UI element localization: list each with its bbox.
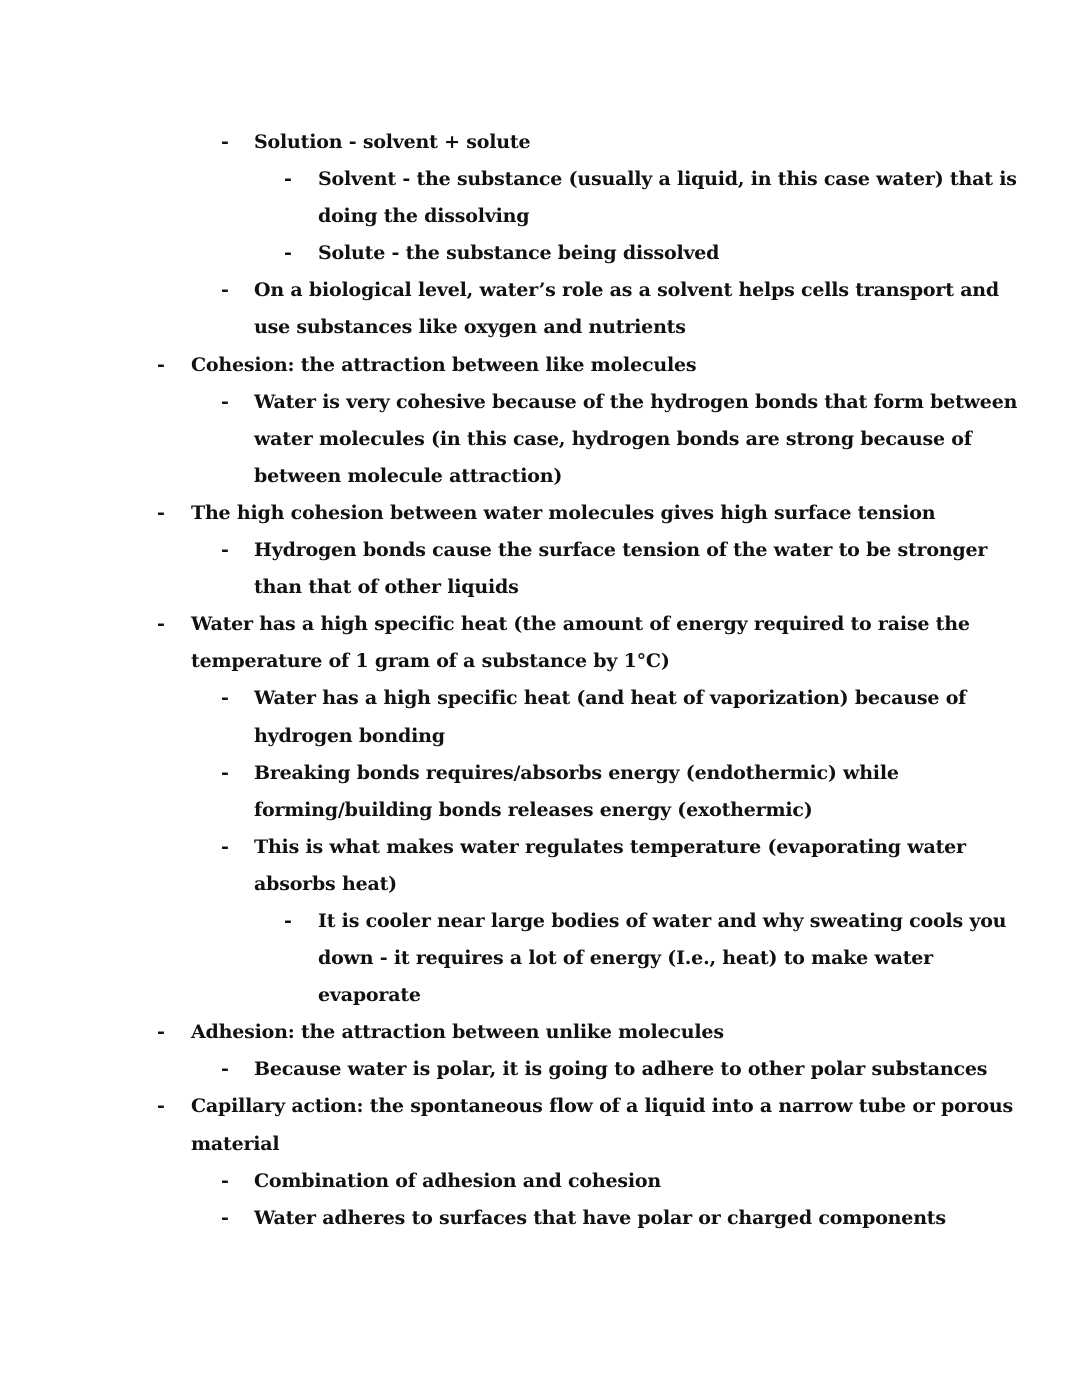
bullet-line xyxy=(0,532,1080,569)
bullet-text: absorbs heat) xyxy=(254,872,397,895)
bullet-line xyxy=(0,569,1080,606)
bullet-line xyxy=(0,1163,1080,1200)
bullet-dash: - xyxy=(284,242,292,265)
bullet-text: Adhesion: the attraction between unlike molecules xyxy=(191,1021,724,1044)
bullet-dash: - xyxy=(221,1206,229,1229)
bullet-text: use substances like oxygen and nutrients xyxy=(254,316,686,339)
bullet-text: down - it requires a lot of energy (I.e., heat) to make water xyxy=(318,947,933,970)
bullet-line xyxy=(0,792,1080,829)
bullet-text: Water adheres to surfaces that have polar or charged components xyxy=(254,1206,946,1229)
bullet-text: The high cohesion between water molecules gives high surface tension xyxy=(191,501,936,524)
bullet-text: Water has a high specific heat (and heat of vaporization) because of xyxy=(254,687,967,710)
notes-page xyxy=(0,124,1080,1237)
bullet-dash: - xyxy=(157,1021,165,1044)
bullet-line xyxy=(0,718,1080,755)
bullet-text: Water has a high specific heat (the amount of energy required to raise the xyxy=(191,613,970,636)
bullet-text: forming/building bonds releases energy (exothermic) xyxy=(254,798,813,821)
bullet-line xyxy=(0,680,1080,717)
bullet-dash: - xyxy=(157,501,165,524)
bullet-text: evaporate xyxy=(318,984,421,1007)
bullet-text: hydrogen bonding xyxy=(254,724,445,747)
bullet-text: Because water is polar, it is going to adhere to other polar substances xyxy=(254,1058,988,1081)
bullet-text: On a biological level, water’s role as a solvent helps cells transport and xyxy=(254,279,1000,302)
bullet-text: This is what makes water regulates temperature (evaporating water xyxy=(254,835,966,858)
bullet-line xyxy=(0,903,1080,940)
bullet-dash: - xyxy=(284,909,292,932)
bullet-text: Water is very cohesive because of the hydrogen bonds that form between xyxy=(254,390,1018,413)
bullet-text: doing the dissolving xyxy=(318,205,530,228)
bullet-text: Solute - the substance being dissolved xyxy=(318,242,720,265)
bullet-dash: - xyxy=(157,353,165,376)
bullet-line xyxy=(0,495,1080,532)
bullet-dash: - xyxy=(221,1169,229,1192)
bullet-text: material xyxy=(191,1132,280,1155)
bullet-line xyxy=(0,272,1080,309)
bullet-dash: - xyxy=(221,539,229,562)
bullet-line xyxy=(0,1126,1080,1163)
bullet-line xyxy=(0,1014,1080,1051)
bullet-line xyxy=(0,124,1080,161)
bullet-line xyxy=(0,458,1080,495)
bullet-line xyxy=(0,940,1080,977)
bullet-dash: - xyxy=(221,390,229,413)
bullet-line xyxy=(0,1088,1080,1125)
bullet-text: Combination of adhesion and cohesion xyxy=(254,1169,661,1192)
bullet-text: temperature of 1 gram of a substance by 1°C) xyxy=(191,650,670,673)
bullet-line xyxy=(0,1200,1080,1237)
bullet-line xyxy=(0,384,1080,421)
bullet-line xyxy=(0,755,1080,792)
bullet-line xyxy=(0,829,1080,866)
bullet-text: Breaking bonds requires/absorbs energy (endothermic) while xyxy=(254,761,899,784)
bullet-text: than that of other liquids xyxy=(254,576,519,599)
bullet-dash: - xyxy=(284,168,292,191)
bullet-text: Cohesion: the attraction between like molecules xyxy=(191,353,697,376)
bullet-text: Solvent - the substance (usually a liquid, in this case water) that is xyxy=(318,168,1017,191)
bullet-text: It is cooler near large bodies of water and why sweating cools you xyxy=(318,909,1007,932)
bullet-line xyxy=(0,606,1080,643)
bullet-text: Hydrogen bonds cause the surface tension of the water to be stronger xyxy=(254,539,988,562)
bullet-dash: - xyxy=(221,761,229,784)
bullet-dash: - xyxy=(221,687,229,710)
bullet-line xyxy=(0,1051,1080,1088)
bullet-line xyxy=(0,161,1080,198)
bullet-line xyxy=(0,866,1080,903)
bullet-line xyxy=(0,347,1080,384)
bullet-line xyxy=(0,643,1080,680)
bullet-line xyxy=(0,977,1080,1014)
bullet-dash: - xyxy=(221,131,229,153)
bullet-line xyxy=(0,198,1080,235)
bullet-text: between molecule attraction) xyxy=(254,464,563,487)
bullet-text: Solution - solvent + solute xyxy=(254,131,531,153)
bullet-line xyxy=(0,309,1080,346)
bullet-line xyxy=(0,421,1080,458)
bullet-dash: - xyxy=(157,1095,165,1118)
bullet-text: water molecules (in this case, hydrogen bonds are strong because of xyxy=(254,427,972,450)
bullet-dash: - xyxy=(221,835,229,858)
bullet-dash: - xyxy=(221,1058,229,1081)
bullet-dash: - xyxy=(221,279,229,302)
bullet-line xyxy=(0,235,1080,272)
bullet-text: Capillary action: the spontaneous flow of a liquid into a narrow tube or porous xyxy=(191,1095,1014,1118)
bullet-dash: - xyxy=(157,613,165,636)
